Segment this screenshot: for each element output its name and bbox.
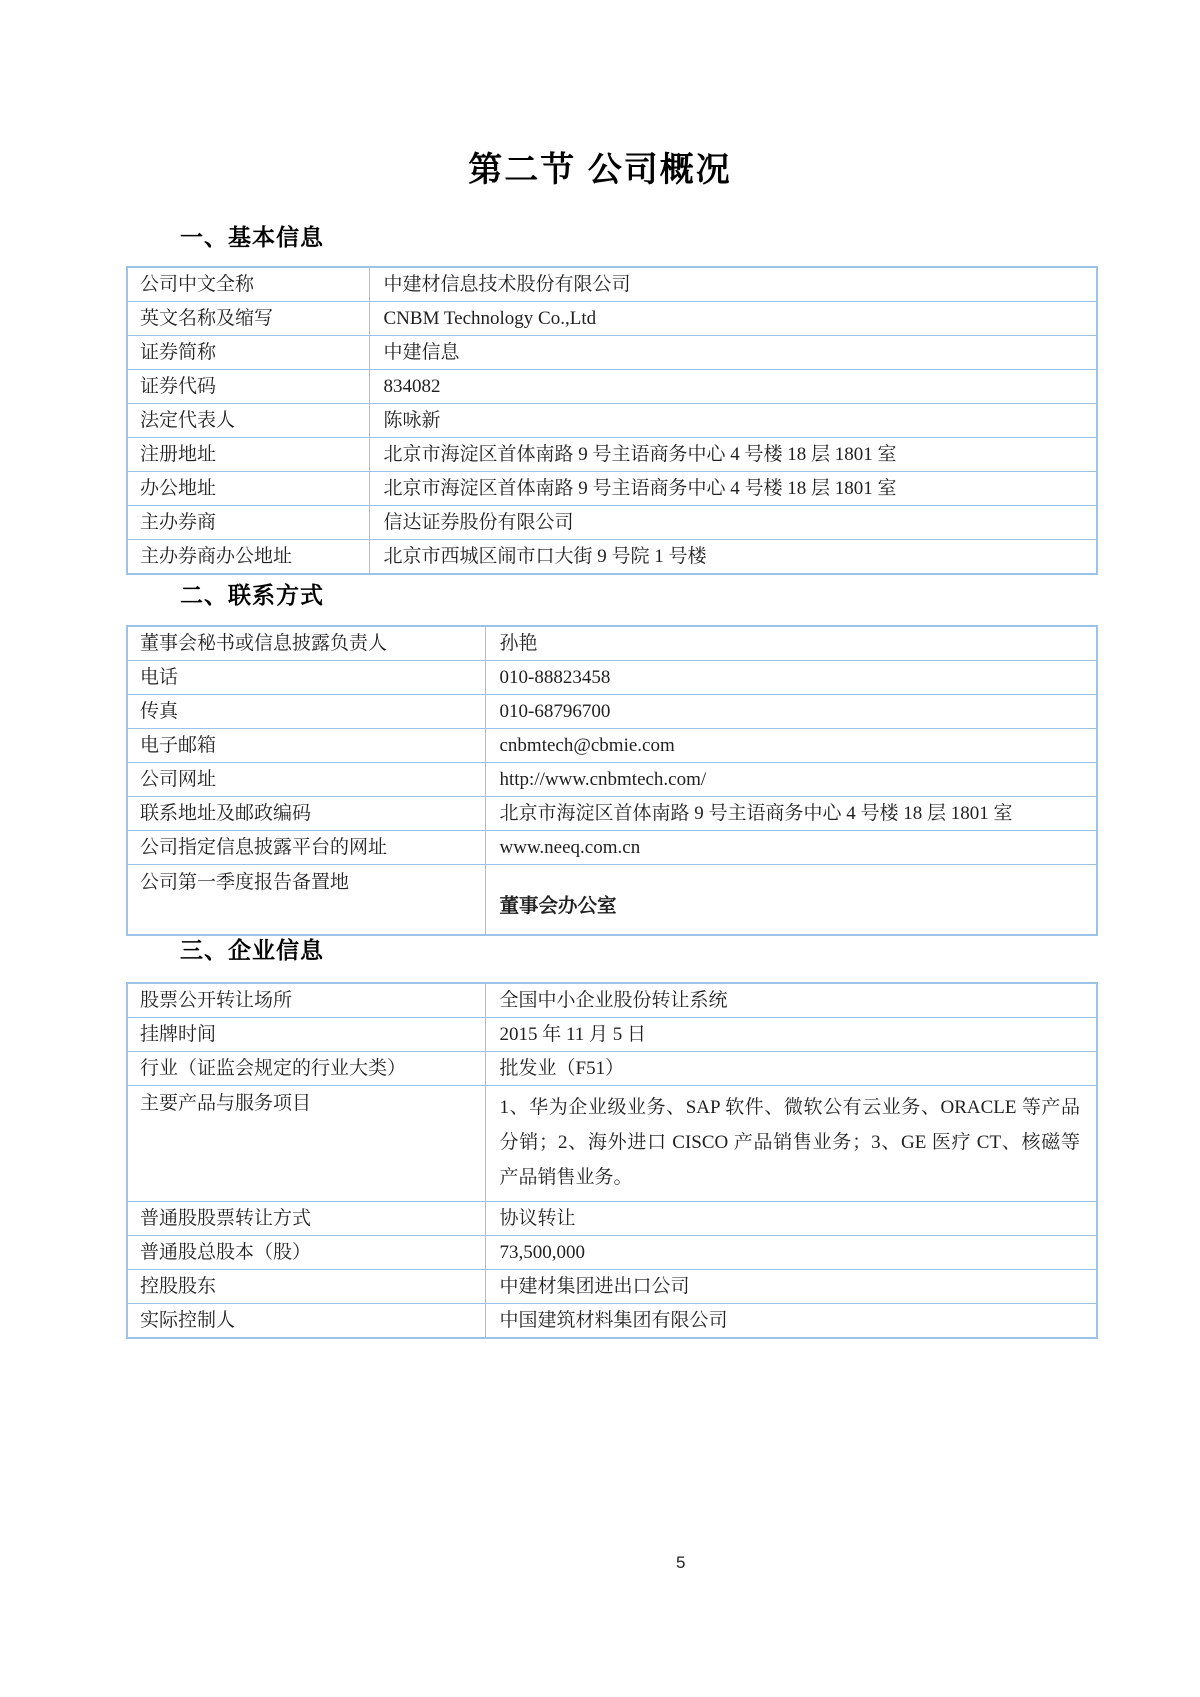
row-label: 挂牌时间 <box>127 1018 485 1052</box>
row-value: 协议转让 <box>485 1202 1097 1236</box>
row-value: 010-88823458 <box>485 661 1097 695</box>
table-row <box>127 267 1097 302</box>
row-label: 联系地址及邮政编码 <box>127 797 485 831</box>
table-row <box>127 336 1097 370</box>
row-label: 行业（证监会规定的行业大类） <box>127 1052 485 1086</box>
row-label: 英文名称及缩写 <box>127 302 369 336</box>
table-row <box>127 983 1097 1018</box>
table-row <box>127 438 1097 472</box>
section-heading-contact-info: 二、联系方式 <box>180 582 324 608</box>
row-value: 信达证券股份有限公司 <box>369 506 1097 540</box>
section-heading-basic-info: 一、基本信息 <box>180 224 324 250</box>
contact-info-table <box>126 625 1098 936</box>
page-number: 5 <box>676 1553 686 1572</box>
row-value: 批发业（F51） <box>485 1052 1097 1086</box>
table-row <box>127 865 1097 936</box>
company-info-table <box>126 982 1098 1339</box>
row-label: 普通股总股本（股） <box>127 1236 485 1270</box>
row-value: 中建信息 <box>369 336 1097 370</box>
table-row <box>127 1086 1097 1202</box>
table-row <box>127 1052 1097 1086</box>
row-label: 股票公开转让场所 <box>127 983 485 1018</box>
row-value: 董事会办公室 <box>485 865 1097 936</box>
row-value: 陈咏新 <box>369 404 1097 438</box>
row-label: 公司网址 <box>127 763 485 797</box>
row-label: 主要产品与服务项目 <box>127 1086 485 1202</box>
row-value: 孙艳 <box>485 626 1097 661</box>
table-row <box>127 404 1097 438</box>
table-row <box>127 506 1097 540</box>
row-value: 北京市西城区闹市口大街 9 号院 1 号楼 <box>369 540 1097 575</box>
row-label: 控股股东 <box>127 1270 485 1304</box>
row-label: 注册地址 <box>127 438 369 472</box>
row-label: 公司指定信息披露平台的网址 <box>127 831 485 865</box>
section-heading-company-info: 三、企业信息 <box>180 937 324 963</box>
row-value: cnbmtech@cbmie.com <box>485 729 1097 763</box>
row-value: http://www.cnbmtech.com/ <box>485 763 1097 797</box>
table-row <box>127 1202 1097 1236</box>
row-label: 公司中文全称 <box>127 267 369 302</box>
row-value: 834082 <box>369 370 1097 404</box>
row-value: 2015 年 11 月 5 日 <box>485 1018 1097 1052</box>
table-row <box>127 626 1097 661</box>
row-label: 普通股股票转让方式 <box>127 1202 485 1236</box>
row-label: 公司第一季度报告备置地 <box>127 865 485 936</box>
table-row <box>127 729 1097 763</box>
table-row <box>127 1270 1097 1304</box>
table-row <box>127 1018 1097 1052</box>
row-label: 法定代表人 <box>127 404 369 438</box>
table-row <box>127 1304 1097 1339</box>
row-value: 北京市海淀区首体南路 9 号主语商务中心 4 号楼 18 层 1801 室 <box>485 797 1097 831</box>
row-value: www.neeq.com.cn <box>485 831 1097 865</box>
row-value: 73,500,000 <box>485 1236 1097 1270</box>
row-value: 1、华为企业级业务、SAP 软件、微软公有云业务、ORACLE 等产品分销；2、海外进口 CISCO 产品销售业务；3、GE 医疗 CT、核磁等产品销售业务。 <box>485 1086 1097 1202</box>
page-title: 第二节 公司概况 <box>468 151 732 189</box>
row-label: 电话 <box>127 661 485 695</box>
table-row <box>127 763 1097 797</box>
table-row <box>127 370 1097 404</box>
row-label: 董事会秘书或信息披露负责人 <box>127 626 485 661</box>
table-row <box>127 540 1097 575</box>
row-label: 证券代码 <box>127 370 369 404</box>
table-row <box>127 695 1097 729</box>
row-label: 实际控制人 <box>127 1304 485 1339</box>
row-value: 北京市海淀区首体南路 9 号主语商务中心 4 号楼 18 层 1801 室 <box>369 472 1097 506</box>
row-value: 中建材集团进出口公司 <box>485 1270 1097 1304</box>
row-value: 010-68796700 <box>485 695 1097 729</box>
row-value: CNBM Technology Co.,Ltd <box>369 302 1097 336</box>
table-row <box>127 797 1097 831</box>
table-row <box>127 1236 1097 1270</box>
row-label: 办公地址 <box>127 472 369 506</box>
row-label: 电子邮箱 <box>127 729 485 763</box>
row-label: 主办券商办公地址 <box>127 540 369 575</box>
row-value: 中国建筑材料集团有限公司 <box>485 1304 1097 1339</box>
row-label: 主办券商 <box>127 506 369 540</box>
table-row <box>127 661 1097 695</box>
row-value: 北京市海淀区首体南路 9 号主语商务中心 4 号楼 18 层 1801 室 <box>369 438 1097 472</box>
table-row <box>127 302 1097 336</box>
basic-info-table <box>126 266 1098 575</box>
row-value: 中建材信息技术股份有限公司 <box>369 267 1097 302</box>
table-row <box>127 831 1097 865</box>
table-row <box>127 472 1097 506</box>
row-label: 证券简称 <box>127 336 369 370</box>
row-value: 全国中小企业股份转让系统 <box>485 983 1097 1018</box>
row-label: 传真 <box>127 695 485 729</box>
